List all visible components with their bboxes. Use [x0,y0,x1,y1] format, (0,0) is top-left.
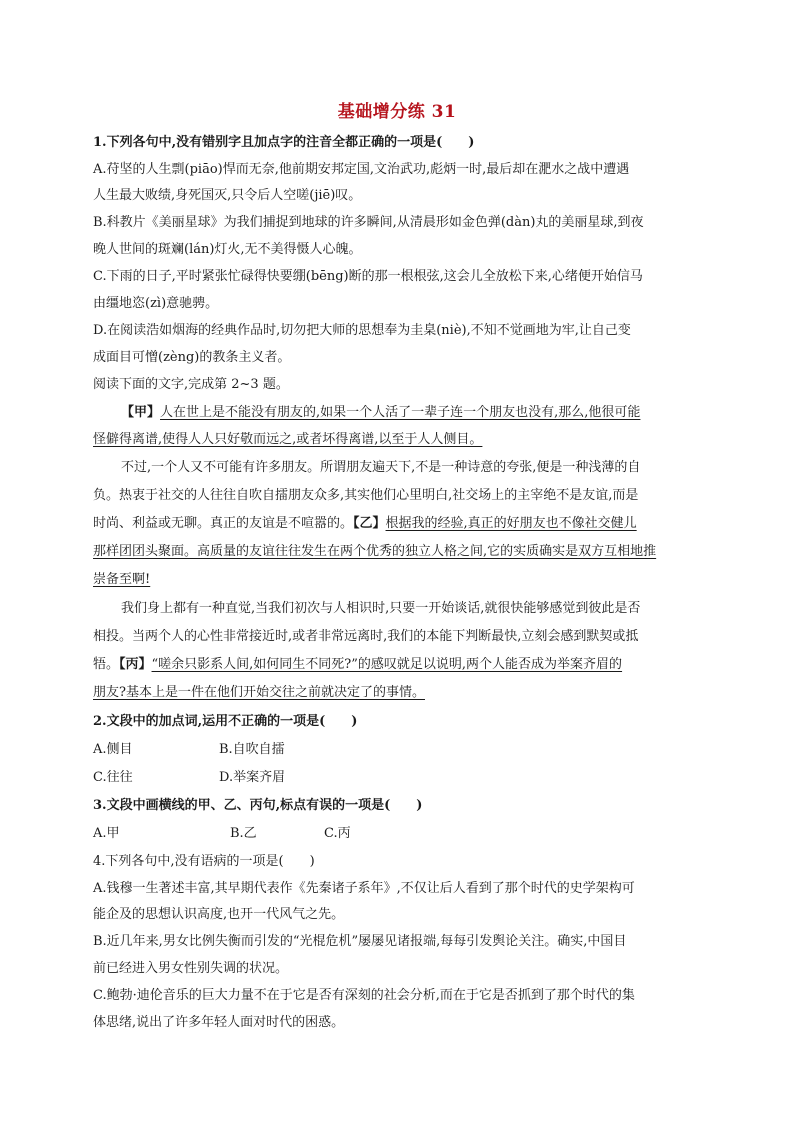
q4-option-c-line2: 体思绪,说出了许多年轻人面对时代的困惑。 [93,1015,345,1030]
reading-intro: 阅读下面的文字,完成第 2~3 题。 [93,377,289,392]
q2-options-row2 [93,769,393,787]
q1-option-b-line2: 晚人世间的斑斓(lán)灯火,无不美得慑人心魄。 [93,242,362,257]
q1-option-c-line1: C.下雨的日子,平时紧张忙碌得快要绷(bēng)断的那一根根弦,这会儿全放松下来,心绪便开始信马 [93,269,643,284]
page-title: 基础增分练 31 [337,102,457,122]
passage-p2-line4 [93,543,656,561]
passage-p3-line2: 相投。当两个人的心性非常接近时,或者非常远离时,我们的本能下判断最快,立刻会感到默契或抵 [93,629,639,644]
q3-option-b: B.乙 [230,826,257,841]
q1-option-b-line1: B.科教片《美丽星球》为我们捕捉到地球的许多瞬间,从清晨形如金色弹(dàn)丸的美丽星球,到夜 [93,215,644,230]
passage-p3-line4 [93,684,425,702]
sentence-yi-part1: 根据我的经验,真正的好朋友也不像社交健儿 [385,516,637,531]
q2-options-row1 [93,741,393,759]
q2-option-d: D.举案齐眉 [219,770,286,785]
sentence-yi-part3: 崇备至啊! [93,572,151,587]
q1-option-d-line1: D.在阅读浩如烟海的经典作品时,切勿把大师的思想奉为圭臬(niè),不知不觉画地为牢,让自己变 [93,323,631,338]
sentence-jia-part1: 人在世上是不能没有朋友的,如果一个人活了一辈子连一个朋友也没有,那么,他很可能 [160,405,641,420]
passage-p2-line2: 负。热衷于社交的人往往自吹自擂朋友众多,其实他们心里明白,社交场上的主宰绝不是友谊,而是 [93,488,639,503]
sentence-bing-part2: 朋友?基本上是一件在他们开始交往之前就决定了的事情。 [93,685,425,700]
passage-p3-line3 [93,656,622,674]
q4-option-a-line1: A.钱穆一生著述丰富,其早期代表作《先秦诸子系年》,不仅让后人看到了那个时代的史学架构可 [93,881,635,896]
passage-p3-line3-text: 牾。 [93,657,120,672]
q1-option-a-line1: A.苻坚的人生剽(piāo)悍而无奈,他前期安邦定国,文治武功,彪炳一时,最后却在淝水之战中遭遇 [93,162,630,177]
q1-stem: 1.下列各句中,没有错别字且加点字的注音全都正确的一项是( ) [93,135,475,150]
mark-yi: 【乙】 [353,516,386,531]
q3-option-c: C.丙 [324,826,351,841]
passage-p2-line5 [93,571,150,589]
q2-option-b: B.自吹自擂 [219,742,285,757]
q3-stem: 3.文段中画横线的甲、乙、丙句,标点有误的一项是( ) [93,798,423,813]
sentence-yi-part2: 那样团团头聚面。高质量的友谊往往发生在两个优秀的独立人格之间,它的实质确实是双方互相地推 [93,544,657,559]
passage-p2-line1: 不过,一个人又不可能有许多朋友。所谓朋友遍天下,不是一种诗意的夸张,便是一种浅薄的自 [121,460,641,475]
mark-jia: 【甲】 [121,405,161,420]
q4-option-b-line2: 前已经进入男女性别失调的状况。 [93,961,289,976]
sentence-jia-part2: 怪僻得离谱,使得人人只好敬而远之,或者坏得离谱,以至于人人侧目。 [93,432,483,447]
sentence-bing-part1: “嗟余只影系人间,如何同生不同死?”的感叹就足以说明,两个人能否成为举案齐眉的 [151,657,623,672]
q4-option-b-line1: B.近几年来,男女比例失衡而引发的“光棍危机”屡屡见诸报端,每每引发舆论关注。确实,中国目 [93,934,627,949]
passage-p2-line3 [93,515,637,533]
q4-stem: 4.下列各句中,没有语病的一项是( ) [93,854,315,869]
q2-stem: 2.文段中的加点词,运用不正确的一项是( ) [93,714,358,729]
q2-option-c: C.往往 [93,770,133,785]
passage-p1-line2 [93,431,482,449]
passage-p1-line1 [121,404,640,422]
q4-option-c-line1: C.鲍勃·迪伦音乐的巨大力量不在于它是否有深刻的社会分析,而在于它是否抓到了那个时代的集 [93,988,635,1003]
q4-option-a-line2: 能企及的思想认识高度,也开一代风气之先。 [93,907,345,922]
q1-option-c-line2: 由缰地恣(zì)意驰骋。 [93,296,219,311]
q1-option-d-line2: 成面目可憎(zèng)的教条主义者。 [93,350,291,365]
q3-options-row [93,825,393,843]
q1-option-a-line2: 人生最大败绩,身死国灭,只令后人空嗟(jiē)叹。 [93,188,362,203]
q2-option-a: A.侧目 [93,742,133,757]
mark-bing: 【丙】 [119,657,152,672]
passage-p2-line3-text: 时尚、利益或无聊。真正的友谊是不喧嚣的。 [93,516,354,531]
passage-p3-line1: 我们身上都有一种直觉,当我们初次与人相识时,只要一开始谈话,就很快能够感觉到彼此是否 [121,601,641,616]
q3-option-a: A.甲 [93,826,120,841]
